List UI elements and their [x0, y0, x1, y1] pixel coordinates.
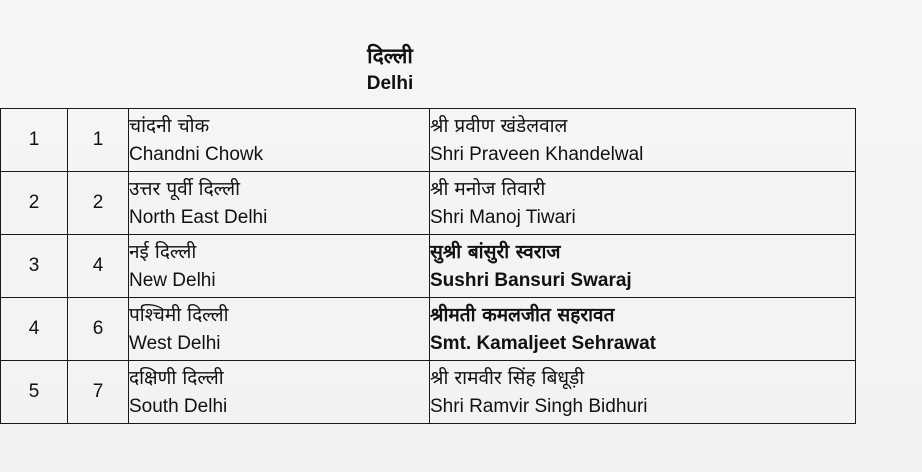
- candidate-cell: [430, 235, 856, 298]
- constituency-name-english: West Delhi: [129, 333, 221, 354]
- constituency-cell: [129, 235, 430, 298]
- candidate-name-english: Shri Praveen Khandelwal: [430, 144, 644, 165]
- candidate-name-english: Sushri Bansuri Swaraj: [430, 270, 632, 291]
- constituency-name-english: Chandni Chowk: [129, 144, 264, 165]
- constituency-cell: [129, 172, 430, 235]
- constituency-number: 1: [68, 109, 129, 172]
- serial-number: 4: [1, 298, 68, 361]
- constituency-name-hindi: दक्षिणी दिल्ली: [129, 367, 224, 389]
- candidate-name-english: Smt. Kamaljeet Sehrawat: [430, 333, 656, 354]
- constituency-number: 4: [68, 235, 129, 298]
- serial-number: 3: [1, 235, 68, 298]
- constituency-cell: [129, 298, 430, 361]
- table-row: [1, 235, 856, 298]
- section-title-english: Delhi: [366, 73, 414, 94]
- serial-number: 5: [1, 361, 68, 424]
- constituency-name-hindi: पश्चिमी दिल्ली: [129, 304, 229, 326]
- table-row: [1, 361, 856, 424]
- constituency-cell: [129, 361, 430, 424]
- constituency-number: 2: [68, 172, 129, 235]
- candidate-cell: [430, 172, 856, 235]
- constituency-number: 7: [68, 361, 129, 424]
- candidate-name-hindi: श्रीमती कमलजीत सहरावत: [430, 304, 615, 326]
- constituency-name-hindi: चांदनी चोक: [129, 115, 210, 137]
- constituency-number: 6: [68, 298, 129, 361]
- constituency-name-english: South Delhi: [129, 396, 228, 417]
- candidate-name-hindi: श्री प्रवीण खंडेलवाल: [430, 115, 568, 137]
- serial-number: 2: [1, 172, 68, 235]
- candidate-cell: [430, 109, 856, 172]
- table-row: [1, 298, 856, 361]
- candidate-name-english: Shri Ramvir Singh Bidhuri: [430, 396, 648, 417]
- candidate-name-hindi: श्री रामवीर सिंह बिधूड़ी: [430, 367, 585, 389]
- serial-number: 1: [1, 109, 68, 172]
- candidate-name-hindi: सुश्री बांसुरी स्वराज: [430, 241, 561, 263]
- table-row: [1, 109, 856, 172]
- constituency-name-hindi: उत्तर पूर्वी दिल्ली: [129, 178, 241, 200]
- candidate-table: [0, 108, 856, 424]
- constituency-name-hindi: नई दिल्ली: [129, 241, 197, 263]
- constituency-name-english: New Delhi: [129, 270, 216, 291]
- section-title-hindi: दिल्ली: [367, 44, 413, 68]
- candidate-cell: [430, 298, 856, 361]
- candidate-name-hindi: श्री मनोज तिवारी: [430, 178, 546, 200]
- table-row: [1, 172, 856, 235]
- candidate-cell: [430, 361, 856, 424]
- constituency-cell: [129, 109, 430, 172]
- candidate-name-english: Shri Manoj Tiwari: [430, 207, 576, 228]
- constituency-name-english: North East Delhi: [129, 207, 268, 228]
